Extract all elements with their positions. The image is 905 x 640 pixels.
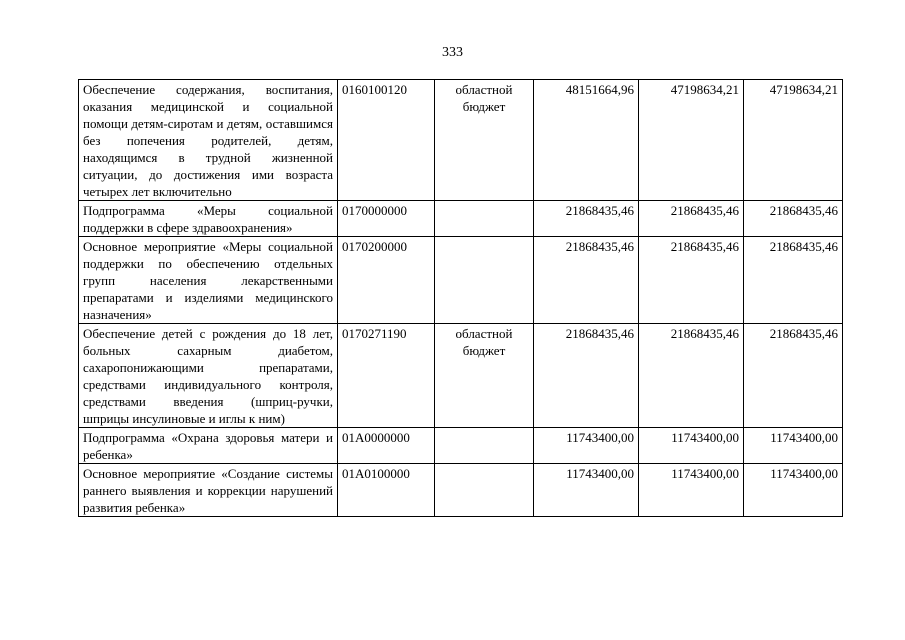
target-code-cell: 0170271190	[338, 324, 435, 428]
target-code-cell: 01А0000000	[338, 428, 435, 464]
table-row	[79, 80, 843, 201]
amount-year-1-cell: 11743400,00	[534, 428, 639, 464]
amount-year-1-cell: 21868435,46	[534, 237, 639, 324]
funding-source-cell	[435, 428, 534, 464]
amount-year-2-cell: 21868435,46	[639, 237, 744, 324]
amount-year-2-cell: 21868435,46	[639, 201, 744, 237]
amount-year-2-cell: 21868435,46	[639, 324, 744, 428]
page-number: 333	[442, 45, 463, 60]
table-row	[79, 464, 843, 517]
funding-source-cell	[435, 464, 534, 517]
amount-year-3-cell: 21868435,46	[744, 237, 843, 324]
program-name-cell: Подпрограмма «Меры социальной поддержки в сфере здравоохранения»	[79, 201, 338, 237]
amount-year-2-cell: 11743400,00	[639, 464, 744, 517]
amount-year-3-cell: 47198634,21	[744, 80, 843, 201]
program-name-cell: Обеспечение содержания, воспитания, оказания медицинской и социальной помощи детям-сиротам и детям, оставшимся без попечения родителей, детям, находящимся в трудной жизненной ситуации, до достижения ими возраста четырех лет включительно	[79, 80, 338, 201]
table-row	[79, 428, 843, 464]
target-code-cell: 0170000000	[338, 201, 435, 237]
amount-year-3-cell: 11743400,00	[744, 464, 843, 517]
table-row	[79, 201, 843, 237]
budget-table	[78, 79, 843, 517]
amount-year-1-cell: 11743400,00	[534, 464, 639, 517]
program-name-cell: Основное мероприятие «Создание системы раннего выявления и коррекции нарушений развития ребенка»	[79, 464, 338, 517]
amount-year-1-cell: 48151664,96	[534, 80, 639, 201]
target-code-cell: 0170200000	[338, 237, 435, 324]
target-code-cell: 01А0100000	[338, 464, 435, 517]
amount-year-3-cell: 11743400,00	[744, 428, 843, 464]
table-row	[79, 237, 843, 324]
program-name-cell: Подпрограмма «Охрана здоровья матери и ребенка»	[79, 428, 338, 464]
amount-year-1-cell: 21868435,46	[534, 201, 639, 237]
funding-source-cell: областной бюджет	[435, 80, 534, 201]
table-row	[79, 324, 843, 428]
program-name-cell: Основное мероприятие «Меры социальной поддержки по обеспечению отдельных групп населения лекарственными препаратами и изделиями медицинского назначения»	[79, 237, 338, 324]
amount-year-3-cell: 21868435,46	[744, 201, 843, 237]
amount-year-1-cell: 21868435,46	[534, 324, 639, 428]
funding-source-cell	[435, 201, 534, 237]
program-name-cell: Обеспечение детей с рождения до 18 лет, больных сахарным диабетом, сахаропонижающими препаратами, средствами индивидуального контроля, средствами введения (шприц-ручки, шприцы инсулиновые и иглы к ним)	[79, 324, 338, 428]
amount-year-2-cell: 47198634,21	[639, 80, 744, 201]
amount-year-3-cell: 21868435,46	[744, 324, 843, 428]
funding-source-cell: областной бюджет	[435, 324, 534, 428]
target-code-cell: 0160100120	[338, 80, 435, 201]
funding-source-cell	[435, 237, 534, 324]
amount-year-2-cell: 11743400,00	[639, 428, 744, 464]
